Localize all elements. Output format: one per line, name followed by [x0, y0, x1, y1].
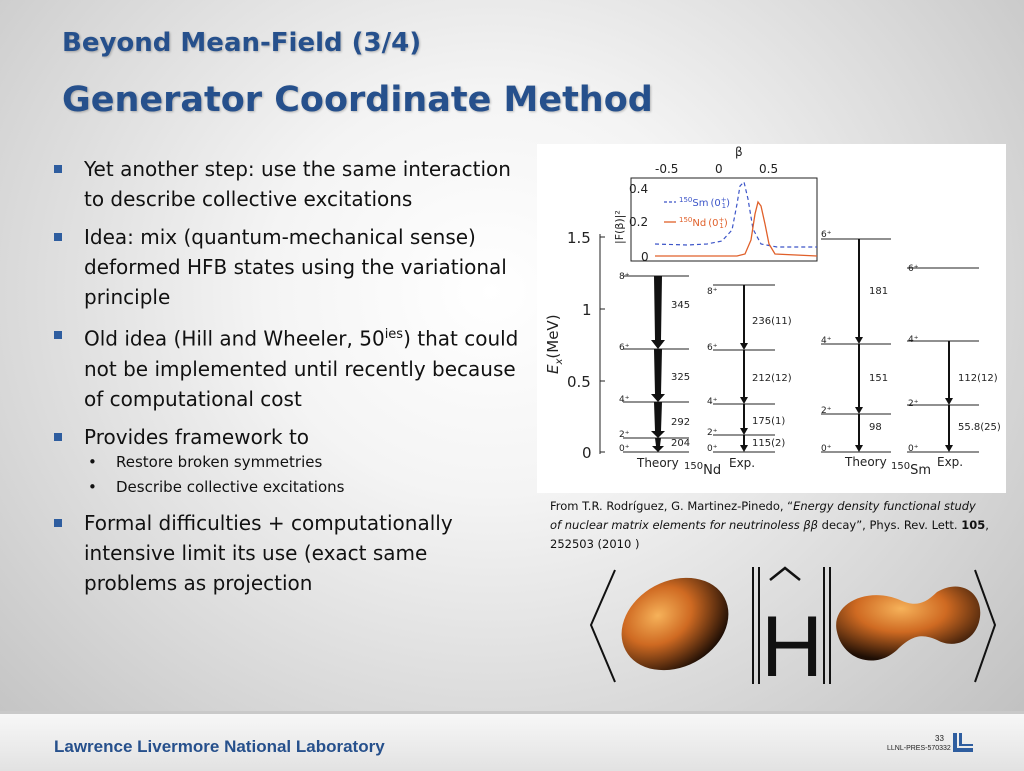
nd-theory-column	[619, 272, 690, 470]
transition-arrowhead	[945, 398, 953, 405]
sm-theory-column	[821, 230, 891, 469]
citation-prefix: From T.R. Rodríguez, G. Martinez-Pinedo, “	[550, 499, 794, 513]
citation-volume: 105	[961, 518, 986, 532]
hamiltonian-operator: H	[761, 599, 824, 692]
bullet-item	[50, 508, 520, 598]
transition-arrowhead	[740, 428, 748, 435]
level-spin-label: 2⁺	[908, 399, 919, 409]
spherical-nucleus-shape	[605, 562, 744, 688]
sm-exp-column	[907, 264, 1001, 469]
operator-hat	[770, 568, 800, 580]
transition-energy-label: 212(12)	[752, 373, 792, 384]
bullet-item	[50, 222, 520, 312]
transition-arrow	[652, 438, 664, 452]
bullet-text: Provides framework to	[84, 424, 310, 449]
column-label: Theory	[845, 455, 887, 469]
left-angle-bracket	[591, 570, 615, 682]
bullet-text-continued: ) that could not be implemented until recently because of computational cost	[84, 326, 519, 411]
deformed-nucleus-shape	[836, 586, 980, 660]
bullet-text: Formal difficulties + computationally intensive limit its use (exact same problems as projection	[84, 510, 453, 595]
y-axis-label: $E_x(MeV)$	[544, 314, 565, 374]
sub-bullet-item	[84, 475, 520, 500]
level-spin-label: 8⁺	[619, 272, 630, 282]
column-label: Exp.	[729, 456, 756, 470]
transition-arrow	[651, 349, 665, 402]
bullet-item	[50, 422, 520, 500]
bullet-text: Yet another step: use the same interaction to describe collective excitations	[84, 157, 511, 211]
figure-citation	[550, 497, 990, 554]
square-bullet-icon	[54, 233, 62, 241]
slide-number: 33	[935, 734, 944, 743]
sub-bullet-list	[84, 450, 520, 500]
level-spin-label: 0⁺	[619, 444, 630, 454]
inset-chart	[613, 145, 817, 264]
level-spin-label: 2⁺	[821, 406, 832, 416]
bullet-text: Idea: mix (quantum-mechanical sense) deformed HFB states using the variational principle	[84, 225, 507, 309]
transition-energy-label: 181	[869, 286, 889, 297]
slide-title-line1: Beyond Mean-Field (3/4)	[62, 28, 422, 58]
level-spin-label: 0⁺	[707, 444, 718, 454]
level-spin-label: 8⁺	[707, 287, 718, 297]
level-scheme-figure	[537, 144, 1006, 493]
inset-x-tick-label: 0	[715, 162, 723, 176]
bullet-item	[50, 154, 520, 214]
transition-energy-label: 175(1)	[752, 416, 786, 427]
level-spin-label: 2⁺	[619, 430, 630, 440]
transition-energy-label: 115(2)	[752, 438, 786, 449]
nucleus-label-sm: $^{150}$Sm	[891, 461, 932, 478]
level-spin-label: 4⁺	[619, 395, 630, 405]
transition-arrowhead	[855, 445, 863, 452]
y-tick-label: 1.5	[567, 229, 591, 247]
level-spin-label: 2⁺	[707, 428, 718, 438]
column-label: Theory	[637, 456, 679, 470]
lab-name: Lawrence Livermore National Laboratory	[54, 737, 385, 756]
level-spin-label: 4⁺	[707, 397, 718, 407]
nucleus-label-nd: $^{150}$Nd	[684, 461, 722, 478]
bullet-superscript: ies	[384, 327, 404, 342]
level-spin-label: 6⁺	[821, 230, 832, 240]
transition-energy-label: 236(11)	[752, 316, 792, 327]
transition-energy-label: 112(12)	[958, 373, 998, 384]
sub-bullet-text: Restore broken symmetries	[116, 452, 323, 471]
column-label: Exp.	[937, 455, 964, 469]
transition-energy-label: 345	[671, 300, 691, 311]
bullet-item	[50, 320, 520, 414]
level-spin-label: 6⁺	[619, 343, 630, 353]
square-bullet-icon	[54, 519, 62, 527]
level-spin-label: 0⁺	[908, 444, 919, 454]
dot-bullet-icon: •	[88, 452, 97, 471]
sub-bullet-item	[84, 450, 520, 475]
citation-title: Energy density functional study of nuclear matrix elements for neutrinoless ββ	[550, 499, 976, 532]
transition-energy-label: 55.8(25)	[958, 422, 1001, 433]
level-spin-label: 6⁺	[908, 264, 919, 274]
inset-x-axis-label: β	[735, 145, 743, 159]
inset-y-tick-label: 0.2	[629, 215, 649, 229]
level-spin-label: 4⁺	[821, 336, 832, 346]
transition-arrowhead	[740, 397, 748, 404]
inset-y-tick-label: 0	[641, 250, 649, 264]
slide-title-line2: Generator Coordinate Method	[62, 80, 653, 120]
transition-arrowhead	[740, 445, 748, 452]
inset-x-tick-label: -0.5	[655, 162, 679, 176]
bullet-list	[50, 154, 520, 606]
legend-entry-nd: $^{150}$Nd (0+ 1)	[679, 216, 728, 230]
level-scheme-svg	[537, 144, 1006, 493]
y-tick-label: 1	[582, 301, 592, 319]
nd-exp-column	[707, 285, 792, 470]
right-angle-bracket	[975, 570, 995, 682]
transition-energy-label: 151	[869, 373, 889, 384]
bullet-text: Old idea (Hill and Wheeler, 50	[84, 326, 385, 351]
transition-arrow	[651, 402, 665, 438]
transition-energy-label: 292	[671, 417, 691, 428]
transition-energy-label: 98	[869, 422, 882, 433]
transition-arrow	[651, 276, 665, 349]
inset-y-tick-label: 0.4	[629, 182, 649, 196]
square-bullet-icon	[54, 331, 62, 339]
level-spin-label: 6⁺	[707, 343, 718, 353]
legend-entry-sm: $^{150}$Sm (0+ 1)	[679, 196, 730, 210]
y-tick-label: 0.5	[567, 373, 591, 391]
sub-bullet-text: Describe collective excitations	[116, 477, 345, 496]
square-bullet-icon	[54, 433, 62, 441]
square-bullet-icon	[54, 165, 62, 173]
transition-arrowhead	[740, 343, 748, 350]
inset-x-tick-label: 0.5	[759, 162, 779, 176]
y-tick-label: 0	[582, 444, 592, 462]
braket-illustration	[585, 562, 1000, 692]
level-spin-label: 4⁺	[908, 335, 919, 345]
transition-energy-label: 325	[671, 372, 691, 383]
dot-bullet-icon: •	[88, 477, 97, 496]
transition-energy-label: 204	[671, 438, 691, 449]
level-spin-label: 0⁺	[821, 444, 832, 454]
llnl-logo-icon	[951, 732, 975, 754]
citation-journal: decay”, Phys. Rev. Lett.	[818, 518, 962, 532]
document-id: LLNL-PRES-570332	[887, 745, 951, 752]
citation-pages: , 252503 (2010 )	[550, 518, 989, 551]
transition-arrowhead	[855, 407, 863, 414]
transition-arrowhead	[855, 337, 863, 344]
inset-y-axis-label: |F(β)|²	[613, 210, 626, 244]
transition-arrowhead	[945, 445, 953, 452]
